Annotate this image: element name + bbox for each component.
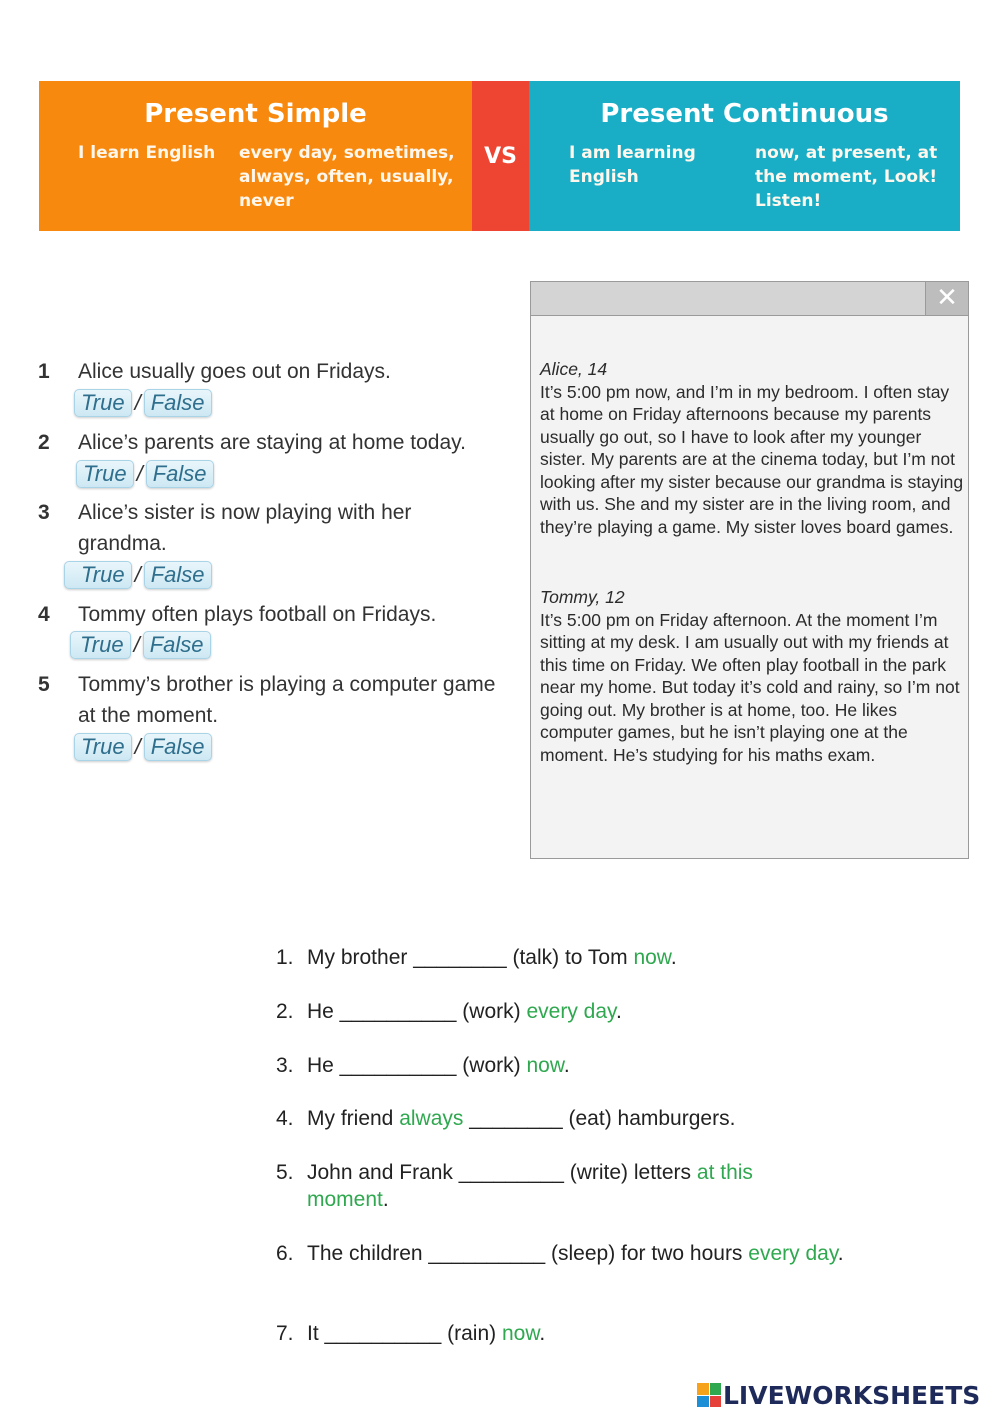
present-simple-time-words: every day, sometimes, always, often, usually, never (239, 143, 455, 211)
slash-separator: / (134, 562, 141, 587)
sentence-end: . (382, 1188, 389, 1211)
exercise-number: 7. (276, 1322, 294, 1345)
sentence-text: My brother ________ (talk) to Tom (307, 946, 634, 969)
liveworksheets-logo (697, 1380, 980, 1410)
false-option[interactable]: False (143, 631, 211, 659)
exercise-sentence (307, 1240, 852, 1267)
present-continuous-time-words: now, at present, at the moment, Look! Listen! (755, 143, 938, 211)
question-text: Alice’s parents are staying at home today. (78, 431, 466, 454)
exercise-sentence (307, 1159, 807, 1213)
present-continuous-panel (529, 81, 960, 231)
question-text: Alice usually goes out on Fridays. (78, 360, 391, 383)
exercise-number: 1. (276, 946, 294, 969)
exercise-number: 2. (276, 1000, 294, 1023)
question-number: 4 (38, 603, 50, 626)
time-expression: at this moment (307, 1161, 753, 1211)
true-false-selector-3 (64, 561, 212, 589)
tommy-paragraph: It’s 5:00 pm on Friday afternoon. At the moment I’m sitting at my desk. I am usually out with my friends at this time on Friday. We often play football in the park near my home. But today it’s cold and rainy, so I’m not going out. My brother is at home, too. He likes computer games, but he isn’t playing one at the moment. He’s studying for his maths exam. (540, 609, 960, 765)
question-text: Tommy often plays football on Fridays. (78, 603, 437, 626)
true-option[interactable]: True (74, 733, 132, 761)
sentence-end: . (615, 1000, 622, 1023)
sentence-text: My friend (307, 1107, 400, 1130)
reading-window-titlebar (531, 282, 968, 316)
present-continuous-example: I am learning English (569, 143, 696, 187)
sentence-text: It __________ (rain) (307, 1322, 502, 1345)
true-false-selector-4 (70, 631, 211, 659)
question-number: 5 (38, 673, 50, 696)
false-option[interactable]: False (146, 460, 214, 488)
sentence-end: . (563, 1054, 570, 1077)
present-simple-panel (39, 81, 472, 231)
liveworksheets-logo-icon (697, 1383, 721, 1407)
exercise-sentence (307, 1052, 867, 1079)
tense-banner (39, 81, 960, 231)
liveworksheets-logo-text: LIVEWORKSHEETS (723, 1380, 981, 1410)
time-expression: now (526, 1054, 564, 1077)
alice-name: Alice, 14 (540, 359, 608, 379)
slash-separator: / (136, 461, 143, 486)
exercise-number: 3. (276, 1054, 294, 1077)
question-text: Alice’s sister is now playing with her grandma. (78, 501, 412, 555)
sentence-text: He __________ (work) (307, 1000, 527, 1023)
alice-section (540, 358, 965, 538)
exercise-number: 4. (276, 1107, 294, 1130)
time-expression: now (501, 1322, 540, 1345)
slash-separator: / (134, 734, 141, 759)
present-continuous-title: Present Continuous (600, 99, 889, 129)
present-simple-title: Present Simple (144, 99, 367, 129)
sentence-end: ________ (eat) hamburgers. (463, 1107, 736, 1130)
false-option[interactable]: False (144, 389, 212, 417)
exercise-number: 6. (276, 1242, 294, 1265)
true-option[interactable]: True (64, 561, 132, 589)
sentence-end: . (539, 1322, 546, 1345)
time-expression: every day (748, 1242, 838, 1265)
sentence-text: John and Frank _________ (write) letters (307, 1161, 697, 1184)
sentence-text: The children __________ (sleep) for two hours (307, 1242, 749, 1265)
sentence-end: . (670, 946, 677, 969)
true-false-selector-1 (74, 389, 212, 417)
exercise-sentence (307, 998, 867, 1025)
false-option[interactable]: False (144, 561, 212, 589)
exercise-sentence (307, 1105, 867, 1132)
close-icon[interactable]: ✕ (925, 282, 968, 315)
true-option[interactable]: True (70, 631, 131, 659)
reading-text-window (530, 281, 969, 859)
question-text: Tommy’s brother is playing a computer game at the moment. (78, 673, 496, 727)
question-number: 2 (38, 431, 50, 454)
time-expression: always (399, 1107, 464, 1130)
true-option[interactable]: True (74, 389, 132, 417)
tommy-section (540, 586, 965, 766)
true-option[interactable]: True (76, 460, 134, 488)
time-expression: now (633, 946, 671, 969)
exercise-sentence (307, 944, 867, 971)
slash-separator: / (133, 632, 140, 657)
vs-label: VS (472, 81, 529, 231)
alice-paragraph: It’s 5:00 pm now, and I’m in my bedroom. I often stay at home on Friday afternoons because my parents usually go out, so I have to look after my younger sister. My parents are at the cinema today, but I’m not looking after my sister because our grandma is staying with us. She and my sister are in the living room, and they’re playing a game. My sister loves board games. (540, 381, 964, 537)
question-number: 1 (38, 360, 50, 383)
true-false-selector-5 (74, 733, 212, 761)
time-expression: every day (526, 1000, 616, 1023)
slash-separator: / (134, 390, 141, 415)
sentence-end: . (837, 1242, 844, 1265)
true-false-selector-2 (76, 460, 214, 488)
sentence-text: He __________ (work) (307, 1054, 527, 1077)
false-option[interactable]: False (144, 733, 212, 761)
question-number: 3 (38, 501, 50, 524)
tommy-name: Tommy, 12 (540, 587, 625, 607)
present-simple-example: I learn English (78, 143, 216, 163)
exercise-number: 5. (276, 1161, 294, 1184)
exercise-sentence (307, 1320, 867, 1347)
